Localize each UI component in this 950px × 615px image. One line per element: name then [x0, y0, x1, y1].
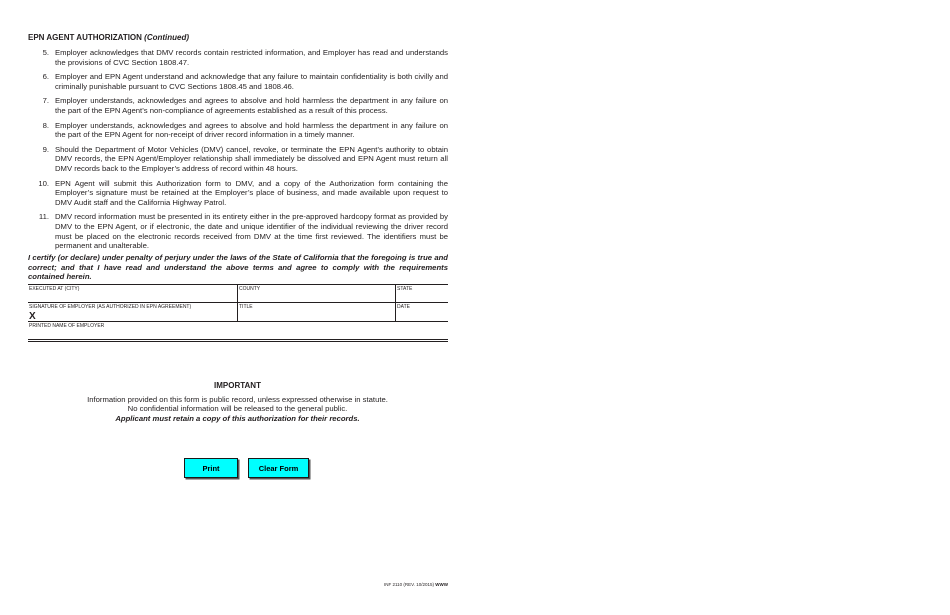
- list-item: 6. Employer and EPN Agent understand and acknowledge that any failure to maintain confidentiality is both civilly and criminally punishable pursuant to CVC Sections 1808.45 and 1808.46.: [42, 72, 448, 91]
- form-code: INF 2110 (REV. 10/2015): [384, 582, 435, 587]
- form-footer: [384, 582, 448, 587]
- list-item: 10. EPN Agent will submit this Authorization form to DMV, and a copy of the Authorization form containing the Employer’s signature must be retained at the Employer’s place of business, and made available upon request to DMV Audit staff and the California Highway Patrol.: [38, 178, 448, 207]
- important-line-3: Applicant must retain a copy of this authorization for their records.: [115, 414, 360, 423]
- state-field[interactable]: STATE: [395, 285, 448, 302]
- form-code-suffix: WWW: [435, 582, 449, 587]
- executed-at-field[interactable]: EXECUTED AT (CITY): [29, 286, 80, 292]
- signature-field[interactable]: SIGNATURE OF EMPLOYER (AS AUTHORIZED IN EPN AGREEMENT) X: [29, 304, 192, 322]
- title-field[interactable]: TITLE: [237, 303, 395, 321]
- printed-name-field[interactable]: PRINTED NAME OF EMPLOYER: [28, 321, 448, 337]
- list-item: 8. Employer understands, acknowledges and agrees to absolve and hold harmless the department in any failure on the part of the EPN Agent for non-receipt of driver record information in a timely manner.: [42, 120, 448, 140]
- page-heading: [28, 33, 189, 42]
- double-rule-divider: [28, 339, 448, 342]
- heading-title: EPN AGENT AUTHORIZATION: [28, 33, 142, 42]
- important-heading: IMPORTANT: [214, 381, 261, 390]
- list-item: 11. DMV record information must be presented in its entirety either in the pre-approved hardcopy format as provided by DMV to the EPN Agent, or if electronic, the date and unique identifier of the individual reviewing the driver record must be placed on the electronic records received from DMV at the time first reviewed. The identifiers must be permanent and unalterable.: [38, 212, 448, 251]
- list-item: 9. Should the Department of Motor Vehicles (DMV) cancel, revoke, or terminate the EPN Agent’s authority to obtain DMV records, the EPN Agent/Employer relationship shall immediately be dissolved and EPN Agent must return all DMV records back to the Employer’s address of record within 48 hours.: [42, 144, 448, 173]
- important-line-1: Information provided on this form is public record, unless expressed otherwise in statute.: [87, 395, 388, 404]
- county-field[interactable]: COUNTY: [237, 285, 395, 302]
- signature-x-mark: X: [29, 311, 36, 322]
- list-item: 5. Employer acknowledges that DMV records contain restricted information, and Employer has read and understands the provisions of CVC Section 1808.47.: [42, 48, 448, 67]
- date-field[interactable]: DATE: [395, 303, 448, 321]
- signature-fields: [28, 284, 448, 337]
- important-line-2: No confidential information will be released to the general public.: [127, 404, 348, 413]
- terms-list: [28, 48, 448, 256]
- heading-subtitle: (Continued): [144, 33, 190, 42]
- list-item: 7. Employer understands, acknowledges and agrees to absolve and hold harmless the department in any failure on the part of the EPN Agent’s non-compliance of agreements established as a result of this process.: [42, 96, 448, 115]
- certification-statement: I certify (or declare) under penalty of perjury under the laws of the State of California that the foregoing is true and correct; and that I have read and understand the above terms and agree to comply with the requirements contained herein.: [28, 253, 448, 282]
- print-button[interactable]: Print: [184, 458, 238, 478]
- clear-form-button[interactable]: Clear Form: [248, 458, 309, 478]
